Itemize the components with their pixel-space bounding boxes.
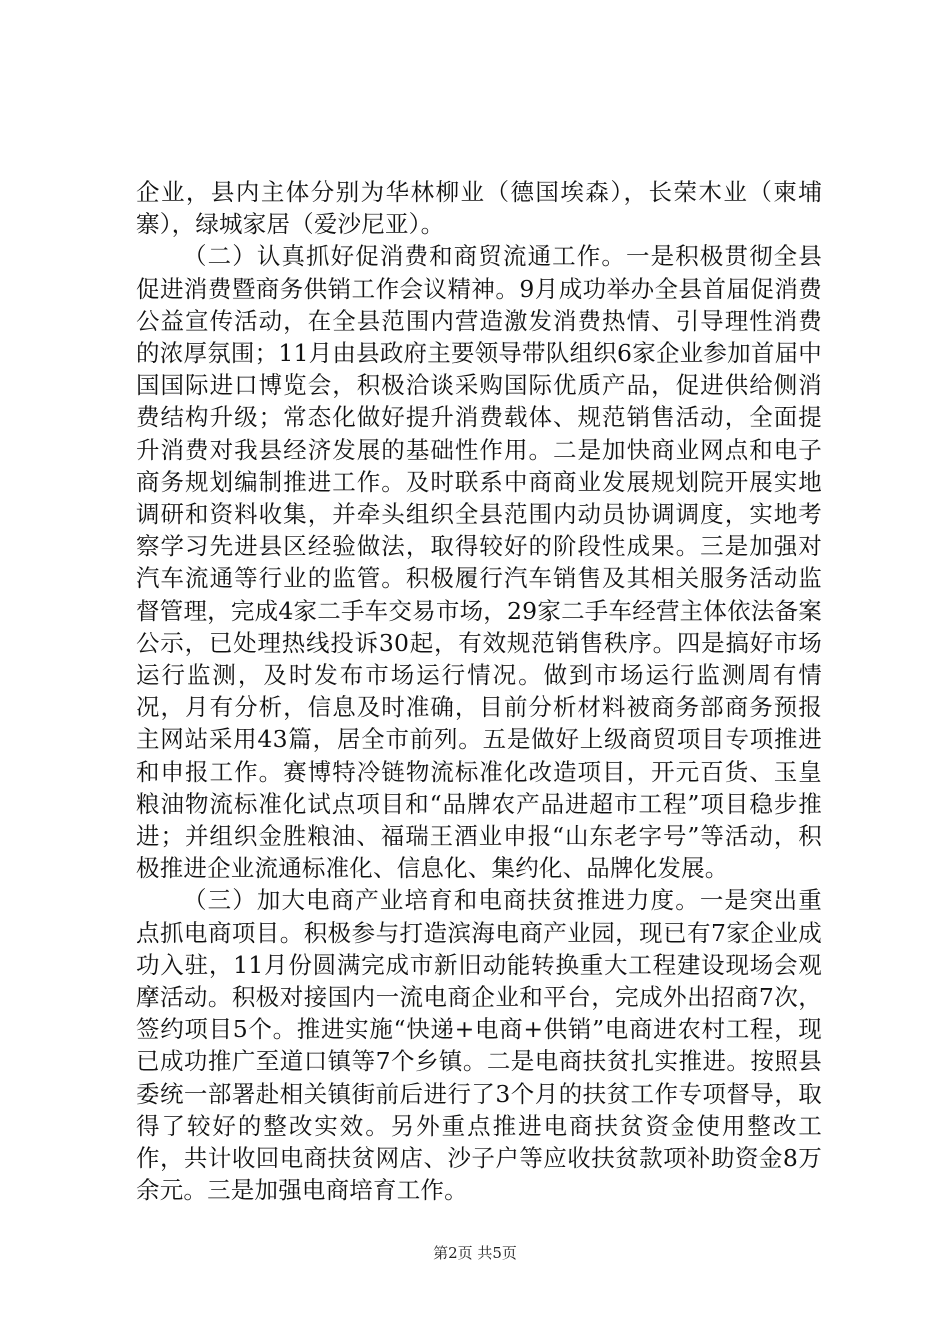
document-body	[136, 176, 822, 1207]
paragraph-ecommerce: （三）加大电商产业培育和电商扶贫推进力度。一是突出重点抓电商项目。积极参与打造滨海电商产业园，现已有7家企业成功入驻，11月份圆满完成市新旧动能转换重大工程建设现场会观摩活动。积极对接国内一流电商企业和平台，完成外出招商7次，签约项目5个。推进实施“快递+电商+供销”电商进农村工程，现已成功推广至道口镇等7个乡镇。二是电商扶贫扎实推进。按照县委统一部署赴相关镇街前后进行了3个月的扶贫工作专项督导，取得了较好的整改实效。另外重点推进电商扶贫资金使用整改工作，共计收回电商扶贫网店、沙子户等应收扶贫款项补助资金8万余元。三是加强电商培育工作。	[136, 886, 822, 1205]
paragraph-consumption-trade: （二）认真抓好促消费和商贸流通工作。一是积极贯彻全县促进消费暨商务供销工作会议精神。9月成功举办全县首届促消费公益宣传活动，在全县范围内营造激发消费热情、引导理性消费的浓厚氛围；11月由县政府主要领导带队组织6家企业参加首届中国国际进口博览会，积极洽谈采购国际优质产品，促进供给侧消费结构升级；常态化做好提升消费载体、规范销售活动，全面提升消费对我县经济发展的基础性作用。二是加快商业网点和电子商务规划编制推进工作。及时联系中商商业发展规划院开展实地调研和资料收集，并牵头组织全县范围内动员协调调度，实地考察学习先进县区经验做法，取得较好的阶段性成果。三是加强对汽车流通等行业的监管。积极履行汽车销售及其相关服务活动监督管理，完成4家二手车交易市场，29家二手车经营主体依法备案公示，已处理热线投诉30起，有效规范销售秩序。四是搞好市场运行监测，及时发布市场运行情况。做到市场运行监测周有情况，月有分析，信息及时准确，目前分析材料被商务部商务预报主网站采用43篇，居全市前列。五是做好上级商贸项目专项推进和申报工作。赛博特冷链物流标准化改造项目，开元百货、玉皇粮油物流标准化试点项目和“品牌农产品进超市工程”项目稳步推进；并组织金胜粮油、福瑞王酒业申报“山东老字号”等活动，积极推进企业流通标准化、信息化、集约化、品牌化发展。	[136, 242, 822, 883]
page-footer	[0, 1243, 950, 1263]
page-number: 第2页 共5页	[433, 1244, 517, 1262]
paragraph-continuation: 企业，县内主体分别为华林柳业（德国埃森），长荣木业（柬埔寨），绿城家居（爱沙尼亚）。	[136, 178, 822, 239]
